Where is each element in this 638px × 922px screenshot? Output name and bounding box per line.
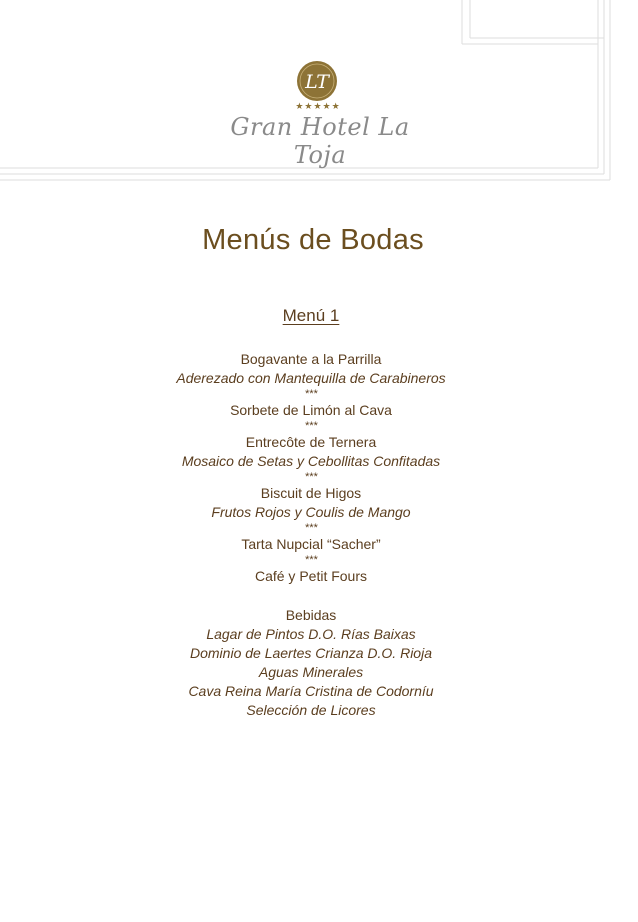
course-detail: Mosaico de Setas y Cebollitas Confitadas — [181, 453, 441, 469]
course-separator: *** — [304, 388, 318, 400]
course-separator: *** — [304, 471, 318, 483]
menu-section — [150, 304, 472, 720]
course-separator: *** — [304, 554, 318, 566]
course-dish: Bogavante a la Parrilla — [240, 351, 382, 367]
drink-item: Lagar de Pintos D.O. Rías Baixas — [206, 626, 416, 642]
drink-item: Cava Reina María Cristina de Codorníu — [188, 683, 434, 699]
page-title: Menús de Bodas — [202, 224, 424, 256]
monogram-emblem-icon — [296, 60, 338, 102]
course-dish: Entrecôte de Ternera — [245, 434, 377, 450]
logo-monogram: LT — [305, 71, 329, 93]
drinks-heading: Bebidas — [285, 607, 337, 623]
drink-item: Dominio de Laertes Crianza D.O. Rioja — [190, 645, 432, 661]
course-dish: Tarta Nupcial “Sacher” — [241, 536, 381, 552]
course-separator: *** — [304, 522, 318, 534]
course-dish: Biscuit de Higos — [260, 485, 362, 501]
course-separator: *** — [304, 420, 318, 432]
course-dish: Sorbete de Limón al Cava — [230, 402, 392, 418]
drink-item: Aguas Minerales — [258, 664, 364, 680]
hotel-name: Gran Hotel La Toja — [230, 113, 410, 169]
logo-stars: ★★★★★ — [295, 102, 341, 112]
drink-item: Selección de Licores — [246, 702, 376, 718]
course-detail: Frutos Rojos y Coulis de Mango — [211, 504, 411, 520]
hotel-logo — [0, 55, 638, 169]
menu-heading: Menú 1 — [282, 306, 340, 325]
course-dish: Café y Petit Fours — [254, 568, 368, 584]
course-detail: Aderezado con Mantequilla de Carabineros — [176, 370, 446, 386]
